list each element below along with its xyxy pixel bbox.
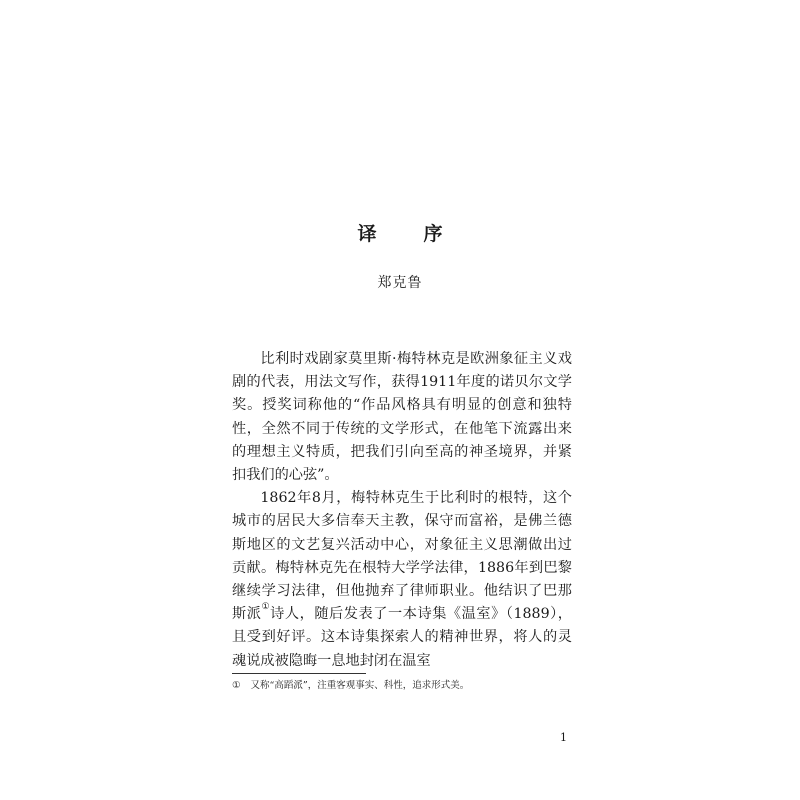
- footnote: [232, 680, 592, 692]
- footnote-mark: ①: [232, 680, 241, 691]
- paragraph-1: 比利时戏剧家莫里斯·梅特林克是欧洲象征主义戏剧的代表，用法文写作，获得1911年度的诺贝尔文学奖。授奖词称他的“作品风格具有明显的创意和独特性，全然不同于传统的文学形式，在他笔下流露出来的理想主义特质，把我们引向至高的神圣境界，并紧扣我们的心弦”。: [232, 351, 572, 484]
- paragraph-2: [232, 487, 572, 673]
- page-number: 1: [560, 731, 567, 744]
- author-name: 郑克鲁: [377, 275, 423, 291]
- footnote-divider: [232, 673, 366, 674]
- footnote-reference: ①: [261, 602, 271, 613]
- chapter-title: 译 序: [357, 223, 457, 245]
- body-text: [232, 348, 572, 673]
- paragraph-2-part-2: 诗人，随后发表了一本诗集《温室》（1889），且受到好评。这本诗集探索人的精神世界，将人的灵魂说成被隐晦一息地封闭在温室: [232, 606, 572, 669]
- paragraph-2-part-1: 1862年8月，梅特林克生于比利时的根特，这个城市的居民大多信奉天主教，保守而富裕，是佛兰德斯地区的文艺复兴活动中心，对象征主义思潮做出过贡献。梅特林克先在根特大学学法律，1886年到巴黎继续学习法律，但他抛弃了律师职业。他结识了巴那斯派: [232, 490, 572, 623]
- footnote-text: 又称“高蹈派”，注重客观事实、科性，追求形式美。: [250, 680, 470, 691]
